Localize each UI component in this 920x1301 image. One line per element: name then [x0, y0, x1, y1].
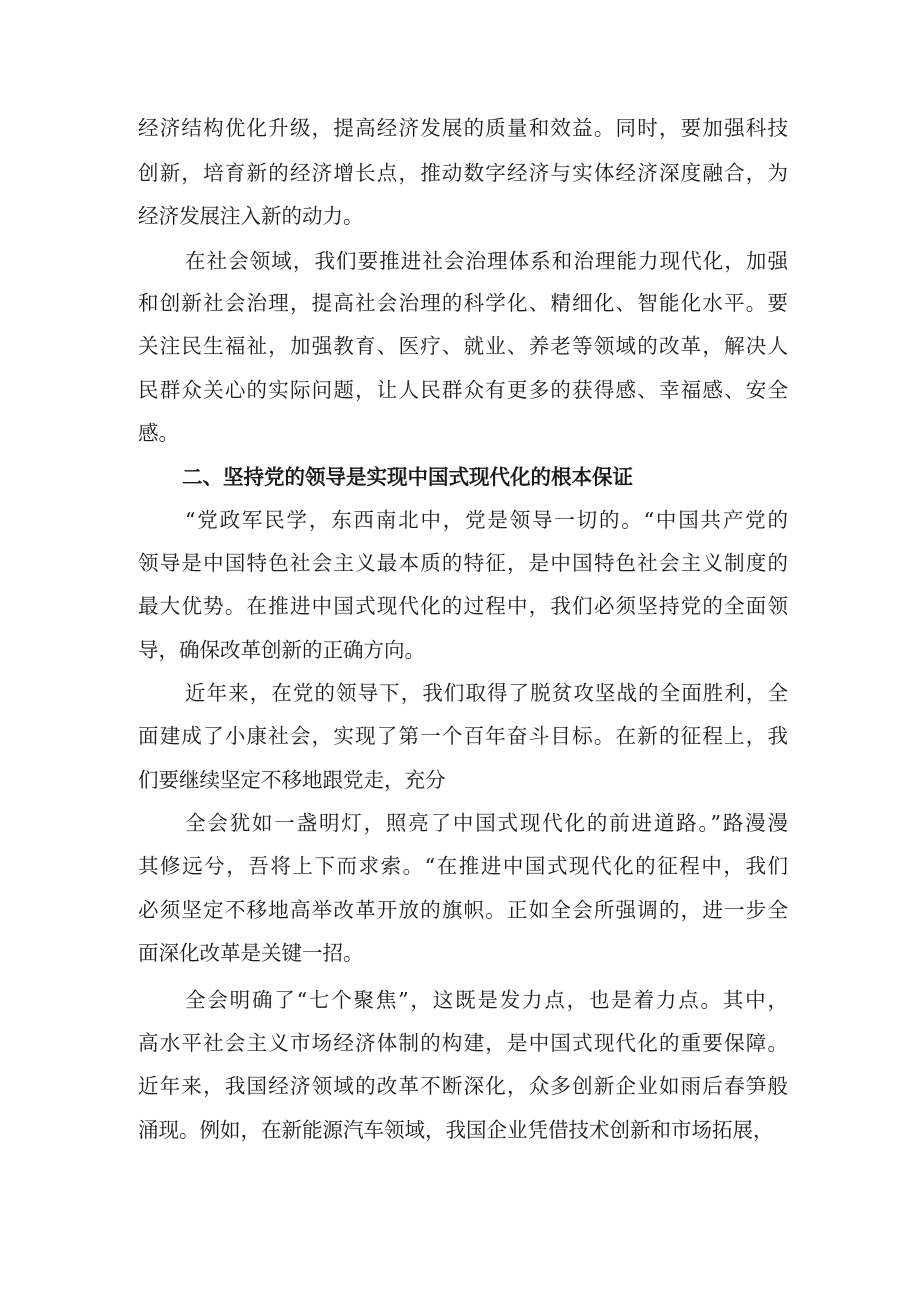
- body-text-line: 和创新社会治理，提高社会治理的科学化、精细化、智能化水平。要: [138, 291, 788, 315]
- body-text-line: 民群众关心的实际问题，让人民群众有更多的获得感、幸福感、安全: [138, 378, 788, 402]
- body-text-line: 们要继续坚定不移地跟党走，充分: [138, 768, 446, 792]
- body-text-line: 全会明确了“七个聚焦”，这既是发力点，也是着力点。其中，: [185, 988, 788, 1012]
- body-text-line: 面深化改革是关键一招。: [138, 941, 364, 965]
- body-text-line: 全会犹如一盏明灯，照亮了中国式现代化的前进道路。”路漫漫: [185, 811, 788, 835]
- body-text-line: 必须坚定不移地高举改革开放的旗帜。正如全会所强调的，进一步全: [138, 898, 788, 922]
- body-text-line: 近年来，我国经济领域的改革不断深化，众多创新企业如雨后春笋般: [138, 1074, 788, 1098]
- body-text-line: 领导是中国特色社会主义最本质的特征，是中国特色社会主义制度的: [138, 551, 788, 575]
- body-text-line: 涌现。例如，在新能源汽车领域，我国企业凭借技术创新和市场拓展，: [138, 1118, 774, 1142]
- body-text-line: 经济发展注入新的动力。: [138, 204, 364, 228]
- body-text-line: 感。: [138, 421, 179, 445]
- body-text-line: 其修远兮，吾将上下而求索。“在推进中国式现代化的征程中，我们: [138, 854, 788, 878]
- body-text-line: 最大优势。在推进中国式现代化的过程中，我们必须坚持党的全面领: [138, 594, 788, 618]
- body-text-line: 经济结构优化升级，提高经济发展的质量和效益。同时，要加强科技: [138, 116, 788, 140]
- body-text-line: 面建成了小康社会，实现了第一个百年奋斗目标。在新的征程上，我: [138, 724, 788, 748]
- body-text-line: 近年来，在党的领导下，我们取得了脱贫攻坚战的全面胜利，全: [185, 681, 788, 705]
- body-text-line: 关注民生福祉，加强教育、医疗、就业、养老等领域的改革，解决人: [138, 334, 788, 358]
- body-text-line: “党政军民学，东西南北中，党是领导一切的。“中国共产党的: [185, 508, 788, 532]
- body-text-line: 导，确保改革创新的正确方向。: [138, 638, 425, 662]
- section-heading: 二、坚持党的领导是实现中国式现代化的根本保证: [182, 465, 633, 489]
- body-text-line: 创新，培育新的经济增长点，推动数字经济与实体经济深度融合，为: [138, 161, 788, 185]
- body-text-line: 高水平社会主义市场经济体制的构建，是中国式现代化的重要保障。: [138, 1031, 788, 1055]
- body-text-line: 在社会领域，我们要推进社会治理体系和治理能力现代化，加强: [185, 249, 788, 273]
